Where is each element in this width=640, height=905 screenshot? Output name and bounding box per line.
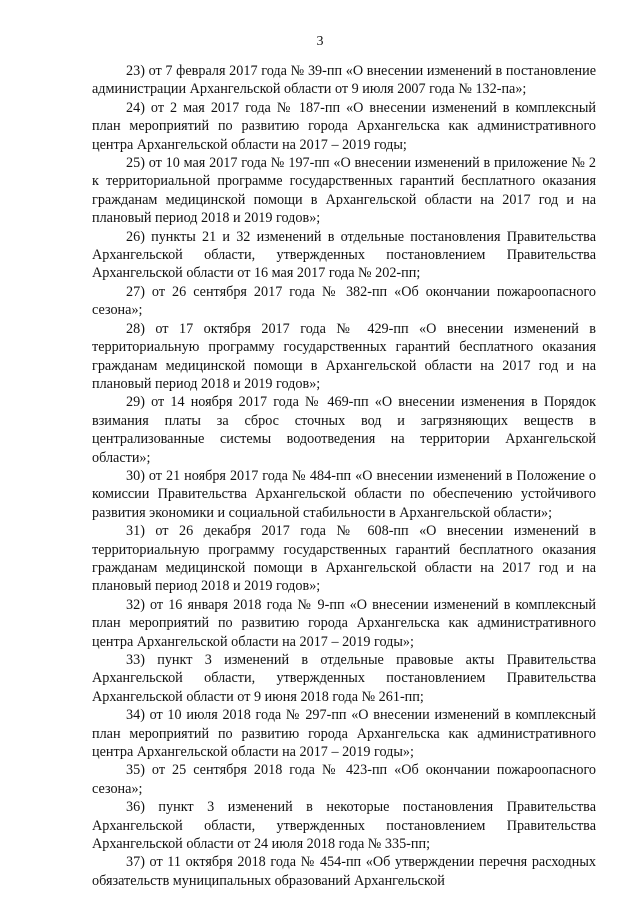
list-item-23: 23) от 7 февраля 2017 года № 39-пп «О внесении изменений в постановление администрации Архангельской области от 9 июля 2007 года № 132-па»; (92, 63, 596, 98)
list-item-28: 28) от 17 октября 2017 года № 429-пп «О внесении изменений в территориальную программу государственных гарантий бесплатного оказания гражданам медицинской помощи в Архангельской области на 2017 год и на плановый период 2018 и 2019 годов»; (92, 320, 596, 392)
list-item-29: 29) от 14 ноября 2017 года № 469-пп «О внесении изменения в Порядок взимания платы за сброс сточных вод и загрязняющих веществ в централизованные системы водоотведения на территории Архангельской области»; (92, 394, 596, 466)
list-item-27: 27) от 26 сентября 2017 года № 382-пп «Об окончании пожароопасного сезона»; (92, 283, 596, 319)
document-body (92, 62, 596, 890)
list-item-26: 26) пункты 21 и 32 изменений в отдельные постановления Правительства Архангельской области, утвержденных постановлением Правительства Архангельской области от 16 мая 2017 года № 202-пп; (92, 228, 596, 282)
list-item-37: 37) от 11 октября 2018 года № 454-пп «Об утверждении перечня расходных обязательств муниципальных образований Архангельской (92, 854, 596, 889)
page-number: 3 (316, 34, 324, 49)
list-item-32: 32) от 16 января 2018 года № 9-пп «О внесении изменений в комплексный план мероприятий по развитию города Архангельска как административного центра Архангельской области на 2017 – 2019 годы»; (92, 596, 596, 650)
list-item-25: 25) от 10 мая 2017 года № 197-пп «О внесении изменений в приложение № 2 к территориальной программе государственных гарантий бесплатного оказания гражданам медицинской помощи в Архангельской области на 2017 год и на плановый период 2018 и 2019 годов»; (92, 155, 596, 227)
list-item-35: 35) от 25 сентября 2018 года № 423-пп «Об окончании пожароопасного сезона»; (92, 762, 596, 797)
list-item-24: 24) от 2 мая 2017 года № 187-пп «О внесении изменений в комплексный план мероприятий по развитию города Архангельска как административного центра Архангельской области на 2017 – 2019 годы; (92, 99, 596, 153)
list-item-30: 30) от 21 ноября 2017 года № 484-пп «О внесении изменений в Положение о комиссии Правительства Архангельской области по обеспечению устойчивого развития экономики и социальной стабильности в Архангельской области»; (92, 467, 596, 521)
list-item-34: 34) от 10 июля 2018 года № 297-пп «О внесении изменений в комплексный план мероприятий по развитию города Архангельска как административного центра Архангельской области на 2017 – 2019 годы»; (92, 707, 596, 761)
list-item-31: 31) от 26 декабря 2017 года № 608-пп «О внесении изменений в территориальную программу государственных гарантий бесплатного оказания гражданам медицинской помощи в Архангельской области на 2017 год и на плановый период 2018 и 2019 годов»; (92, 523, 596, 595)
list-item-36: 36) пункт 3 изменений в некоторые постановления Правительства Архангельской области, утвержденных постановлением Правительства Архангельской области от 24 июля 2018 года № 335-пп; (92, 799, 596, 853)
list-item-33: 33) пункт 3 изменений в отдельные правовые акты Правительства Архангельской области, утвержденных постановлением Правительства Архангельской области от 9 июня 2018 года № 261-пп; (92, 652, 596, 705)
